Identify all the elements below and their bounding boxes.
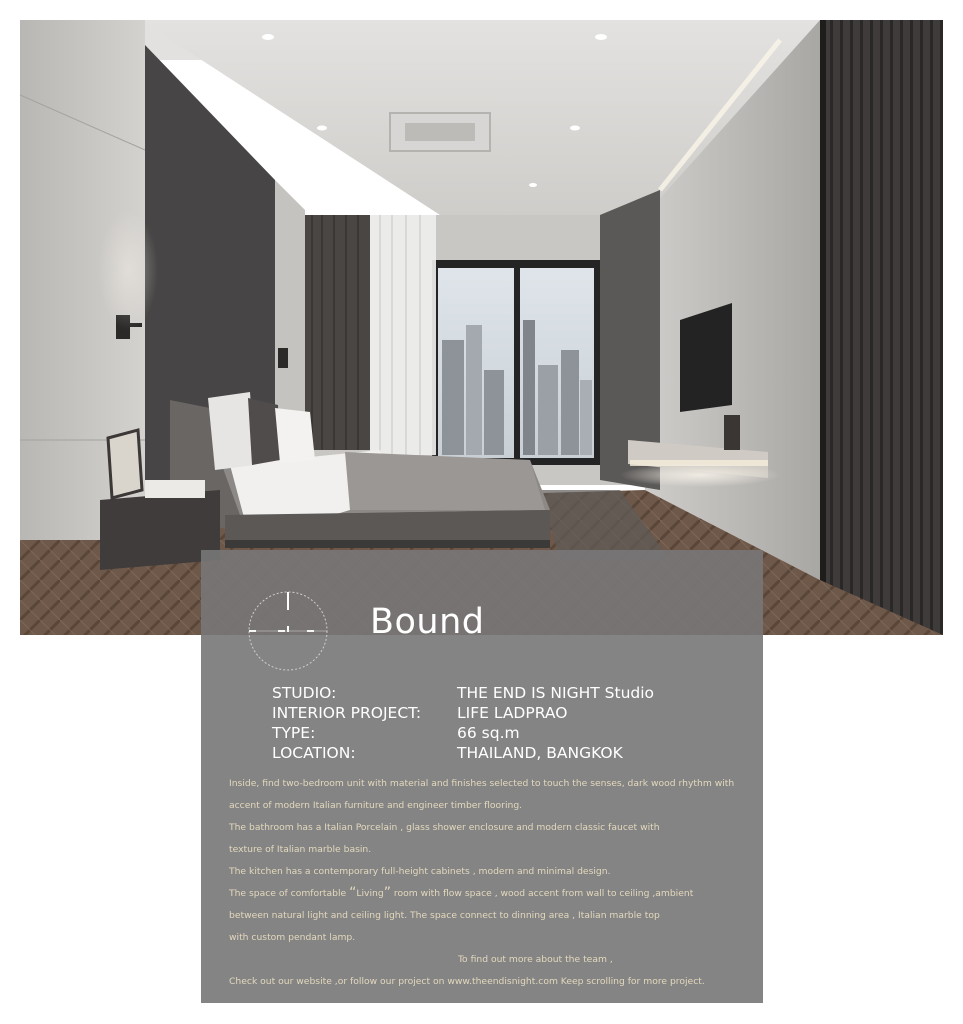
description-text: room with flow space , wood accent from wall to ceiling ,ambient xyxy=(390,888,694,899)
bedroom-photo xyxy=(20,20,943,635)
project-info-card xyxy=(201,550,763,1003)
compass-grid-icon xyxy=(247,590,329,672)
description-line: texture of Italian marble basin. xyxy=(229,844,372,855)
interior-project-label: INTERIOR PROJECT: xyxy=(272,704,422,722)
type-value: 66 sq.m xyxy=(457,724,520,742)
description-line: between natural light and ceiling light. The space connect to dinning area , Italian marble top xyxy=(229,910,660,921)
description-line: with custom pendant lamp. xyxy=(229,932,356,943)
type-label: TYPE: xyxy=(272,724,316,742)
description-line: The kitchen has a contemporary full-height cabinets , modern and minimal design. xyxy=(229,866,611,877)
project-title: Bound xyxy=(370,602,485,642)
studio-value: THE END IS NIGHT Studio xyxy=(457,684,655,702)
website-callout: Check out our website ,or follow our project on www.theendisnight.com Keep scrolling for more project. xyxy=(229,976,705,987)
description-emphasis: Living xyxy=(356,888,384,899)
interior-project-value: LIFE LADPRAO xyxy=(457,704,568,722)
team-callout: To find out more about the team , xyxy=(458,954,613,965)
description-line: accent of modern Italian furniture and engineer timber flooring. xyxy=(229,800,523,811)
description-line-living xyxy=(229,883,759,905)
description-line: Inside, find two-bedroom unit with material and finishes selected to touch the senses, dark wood rhythm with xyxy=(229,778,735,789)
close-quote: ” xyxy=(383,885,391,901)
location-value: THAILAND, BANGKOK xyxy=(457,744,623,762)
studio-label: STUDIO: xyxy=(272,684,337,702)
open-quote: “ xyxy=(349,885,357,901)
project-description xyxy=(229,773,759,993)
description-line: The bathroom has a Italian Porcelain , glass shower enclosure and modern classic faucet with xyxy=(229,822,660,833)
description-text: The space of comfortable xyxy=(229,888,350,899)
location-label: LOCATION: xyxy=(272,744,356,762)
